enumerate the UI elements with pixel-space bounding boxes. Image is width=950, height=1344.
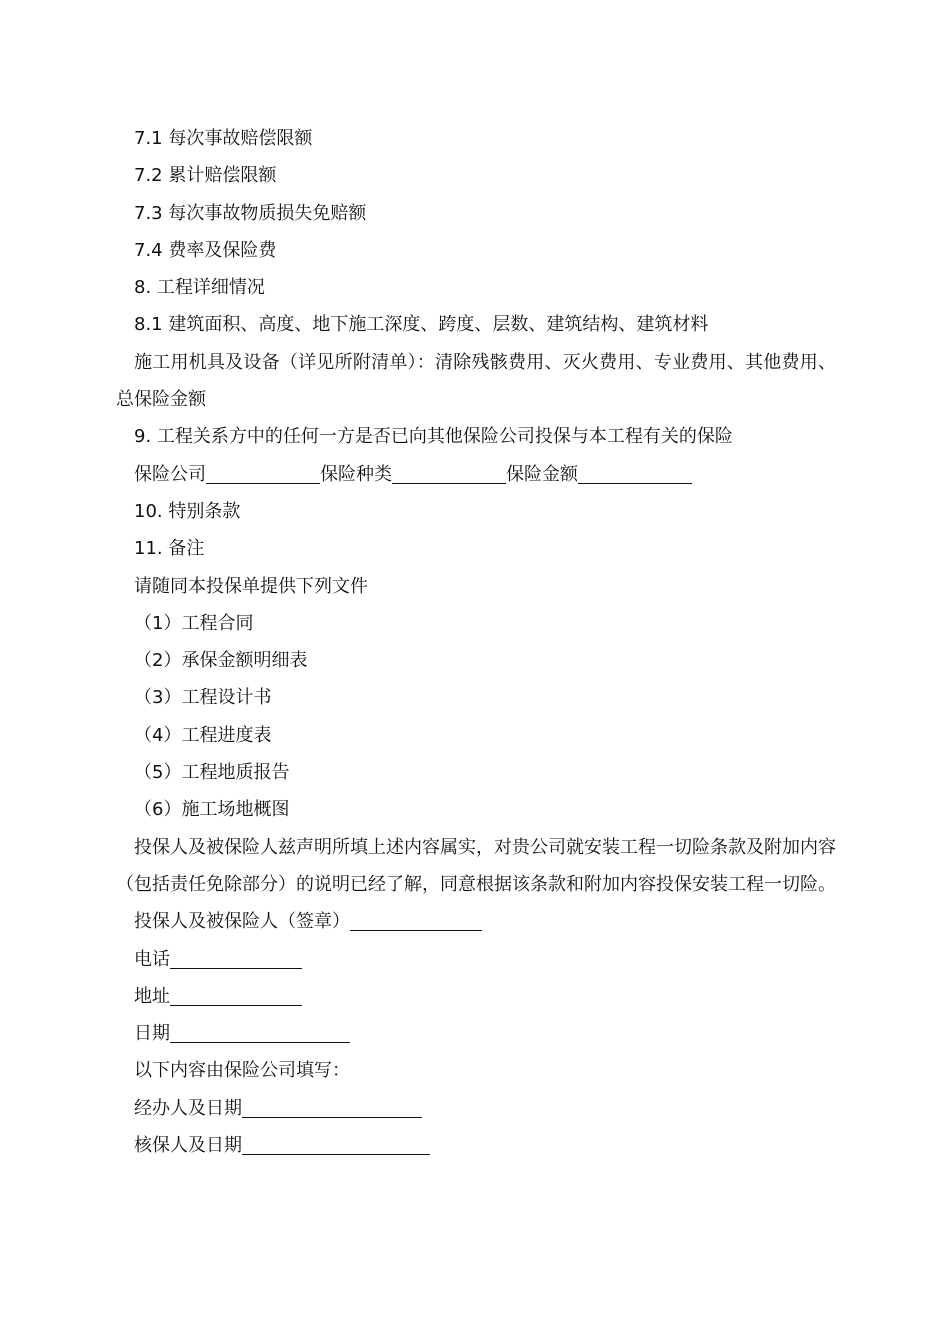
item-7-2: 7.2 累计赔偿限额 xyxy=(134,165,277,187)
declaration-paragraph: 投保人及被保险人兹声明所填上述内容属实，对贵公司就安装工程一切险条款及附加内容（包括责任免除部分）的说明已经了解，同意根据该条款和附加内容投保安装工程一切险。 xyxy=(116,836,836,895)
underwriter-blank[interactable] xyxy=(242,1134,430,1155)
document-list-item: （5）工程地质报告 xyxy=(134,762,290,784)
underwriter-label: 核保人及日期 xyxy=(134,1135,242,1157)
signer-blank[interactable] xyxy=(350,910,482,931)
item-7-4: 7.4 费率及保险费 xyxy=(134,239,277,261)
item-7-1: 7.1 每次事故赔偿限额 xyxy=(134,128,313,149)
equipment-paragraph: 施工用机具及设备（详见所附清单）：清除残骸费用、灭火费用、专业费用、其他费用、总保险金额 xyxy=(116,351,836,411)
underwriter-field xyxy=(116,1127,836,1164)
phone-field xyxy=(116,941,836,978)
item-7-3: 7.3 每次事故物质损失免赔额 xyxy=(134,202,367,224)
signer-field xyxy=(116,903,836,940)
insured-amount-blank[interactable] xyxy=(578,463,692,484)
date-label: 日期 xyxy=(134,1023,170,1045)
item-8-1: 8.1 建筑面积、高度、地下施工深度、跨度、层数、建筑结构、建筑材料 xyxy=(134,314,709,336)
item-8: 8. 工程详细情况 xyxy=(134,277,265,299)
handler-field xyxy=(116,1090,836,1127)
document-list-item: （2）承保金额明细表 xyxy=(134,650,308,672)
insurance-type-blank[interactable] xyxy=(392,463,506,484)
address-label: 地址 xyxy=(134,985,170,1007)
address-field xyxy=(116,978,836,1015)
date-blank[interactable] xyxy=(170,1022,350,1043)
document-list-item: （1）工程合同 xyxy=(134,612,254,634)
phone-label: 电话 xyxy=(134,948,170,970)
item-11: 11. 备注 xyxy=(134,538,205,560)
insured-amount-label: 保险金额 xyxy=(506,463,578,485)
document-list-item: （4）工程进度表 xyxy=(134,724,272,746)
phone-blank[interactable] xyxy=(170,948,302,969)
document-body xyxy=(116,120,836,1164)
insurance-type-label: 保险种类 xyxy=(320,463,392,485)
insurer-blank[interactable] xyxy=(206,463,320,484)
item-9: 9. 工程关系方中的任何一方是否已向其他保险公司投保与本工程有关的保险 xyxy=(134,426,733,448)
company-section-intro: 以下内容由保险公司填写： xyxy=(134,1060,350,1082)
document-list-item: （6）施工场地概图 xyxy=(134,799,290,821)
address-blank[interactable] xyxy=(170,985,302,1006)
item-10: 10. 特别条款 xyxy=(134,500,241,522)
handler-blank[interactable] xyxy=(242,1097,422,1118)
document-list-item: （3）工程设计书 xyxy=(134,687,272,709)
date-field xyxy=(116,1015,836,1052)
documents-intro: 请随同本投保单提供下列文件 xyxy=(134,575,368,597)
handler-label: 经办人及日期 xyxy=(134,1097,242,1119)
signer-label: 投保人及被保险人（签章） xyxy=(134,911,350,933)
item-9-fields xyxy=(116,456,836,493)
insurer-label: 保险公司 xyxy=(134,463,206,485)
